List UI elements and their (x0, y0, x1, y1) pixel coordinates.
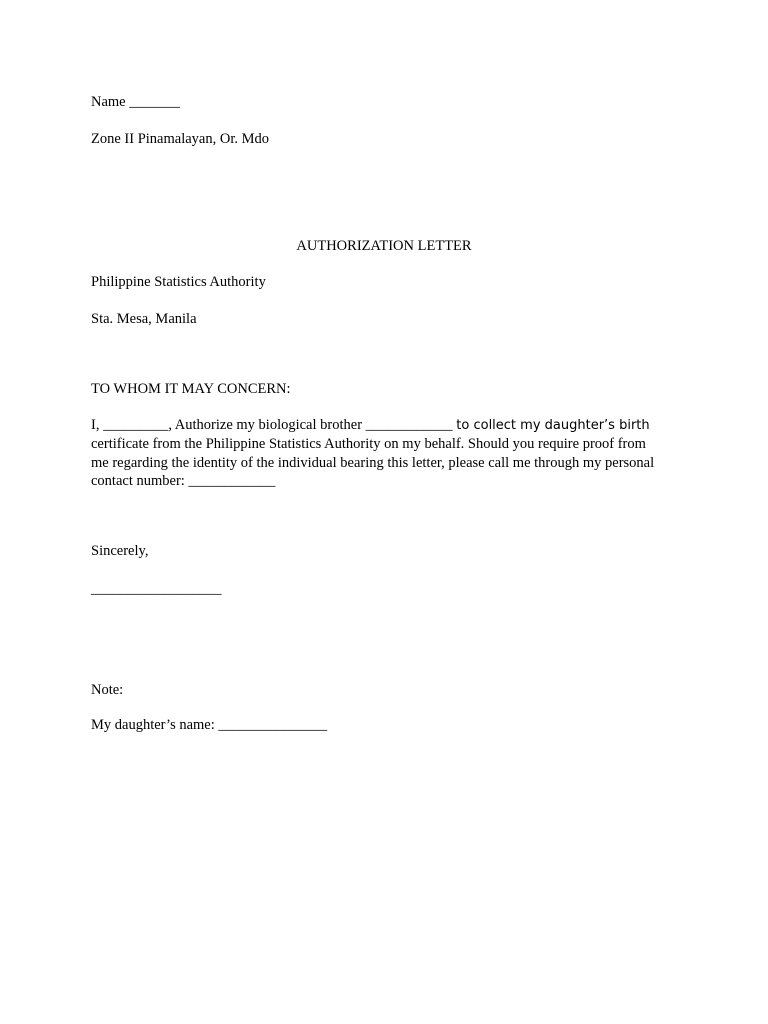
recipient-address: Sta. Mesa, Manila (91, 311, 197, 327)
body-line-1 (91, 416, 691, 435)
recipient-organization: Philippine Statistics Authority (91, 274, 266, 290)
body-line-4: contact number: ____________ (91, 472, 276, 489)
daughter-name-line: My daughter’s name: _______________ (91, 717, 328, 733)
salutation: TO WHOM IT MAY CONCERN: (91, 381, 291, 397)
signature-line: __________________ (91, 581, 222, 597)
body-line-1a: I, _________, Authorize my biological brother ____________ (91, 417, 457, 433)
note-label: Note: (91, 682, 124, 698)
body-line-2: certificate from the Philippine Statistics Authority on my behalf. Should you require proof from (91, 436, 646, 453)
sender-address: Zone II Pinamalayan, Or. Mdo (91, 131, 269, 147)
letter-title: AUTHORIZATION LETTER (296, 238, 472, 254)
closing: Sincerely, (91, 543, 149, 559)
body-line-3: me regarding the identity of the individual bearing this letter, please call me through my personal (91, 454, 655, 471)
letter-body (91, 416, 691, 490)
body-line-1b: to collect my daughter’s birth (456, 418, 650, 433)
sender-name-line: Name _______ (91, 94, 180, 110)
